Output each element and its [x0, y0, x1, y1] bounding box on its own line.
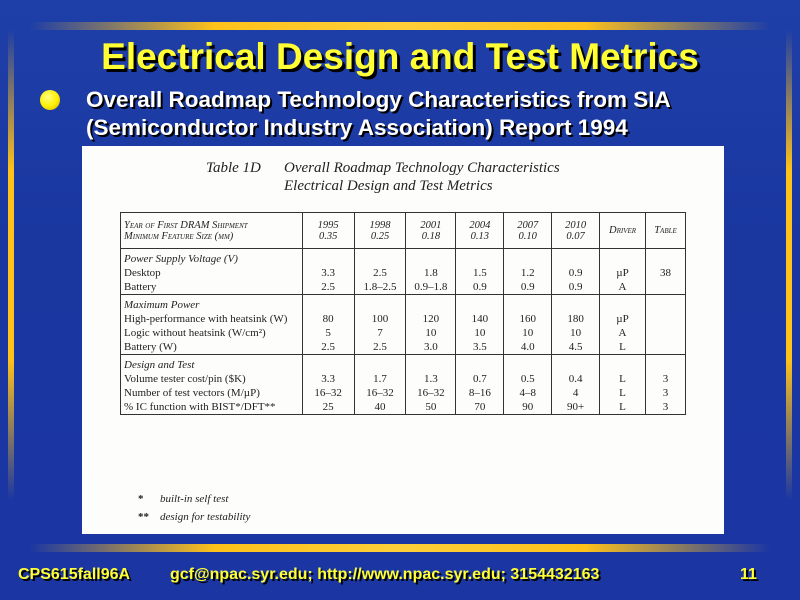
header-feature-size: 0.10	[518, 230, 537, 242]
driver-cell: L	[600, 340, 646, 355]
row-label: High-performance with heatsink (W)	[121, 312, 303, 326]
value-cell: 10	[552, 326, 600, 340]
header-year: 2010	[565, 219, 587, 231]
empty-cell	[354, 249, 406, 267]
value-cell: 90	[504, 400, 552, 415]
row-label: Desktop	[121, 266, 303, 280]
value-cell: 2.5	[354, 266, 406, 280]
value-cell: 90+	[552, 400, 600, 415]
header-year: 2004	[469, 219, 491, 231]
section-title: Power Supply Voltage (V)	[121, 249, 303, 267]
empty-cell	[406, 249, 456, 267]
header-driver: Driver	[600, 213, 646, 249]
value-cell: 8–16	[456, 386, 504, 400]
header-year-cell	[456, 213, 504, 249]
row-label: Battery (W)	[121, 340, 303, 355]
section-title: Maximum Power	[121, 295, 303, 313]
table-ref-cell: 3	[645, 400, 685, 415]
empty-cell	[354, 295, 406, 313]
section-title: Design and Test	[121, 355, 303, 373]
driver-cell: L	[600, 372, 646, 386]
value-cell: 16–32	[302, 386, 354, 400]
table-row	[121, 326, 686, 340]
value-cell: 5	[302, 326, 354, 340]
value-cell: 160	[504, 312, 552, 326]
value-cell: 80	[302, 312, 354, 326]
value-cell: 1.2	[504, 266, 552, 280]
footnote	[138, 508, 250, 526]
footnote-text: design for testability	[160, 511, 251, 523]
header-feature-size: 0.18	[421, 230, 441, 242]
value-cell: 2.5	[302, 280, 354, 295]
header-feature-size: 0.13	[470, 230, 489, 242]
value-cell: 140	[456, 312, 504, 326]
table-row	[121, 280, 686, 295]
table-row	[121, 312, 686, 326]
section-header-row	[121, 355, 686, 373]
driver-cell: L	[600, 400, 646, 415]
table-title-line1: Overall Roadmap Technology Characteristics	[284, 160, 560, 176]
scanned-table-image	[82, 146, 724, 534]
value-cell: 16–32	[406, 386, 456, 400]
section-header-row	[121, 249, 686, 267]
value-cell: 100	[354, 312, 406, 326]
empty-cell	[600, 249, 646, 267]
left-accent-bar	[8, 30, 14, 500]
table-ref-cell	[645, 280, 685, 295]
empty-cell	[302, 355, 354, 373]
value-cell: 0.9	[552, 266, 600, 280]
value-cell: 4–8	[504, 386, 552, 400]
header-feature-size: 0.07	[566, 230, 585, 242]
value-cell: 1.7	[354, 372, 406, 386]
header-year: 2001	[420, 219, 442, 231]
value-cell: 25	[302, 400, 354, 415]
empty-cell	[645, 249, 685, 267]
value-cell: 2.5	[354, 340, 406, 355]
value-cell: 0.9	[552, 280, 600, 295]
right-accent-bar	[786, 30, 792, 500]
bottom-accent-bar	[30, 544, 770, 552]
value-cell: 70	[456, 400, 504, 415]
slide-title: Electrical Design and Test Metrics	[101, 36, 699, 77]
empty-cell	[552, 249, 600, 267]
value-cell: 120	[406, 312, 456, 326]
value-cell: 50	[406, 400, 456, 415]
table-header-row	[121, 213, 686, 249]
header-year-cell	[302, 213, 354, 249]
footer-contact: gcf@npac.syr.edu; http://www.npac.syr.edu; 3154432163	[170, 566, 600, 583]
driver-cell: µP	[600, 266, 646, 280]
value-cell: 16–32	[354, 386, 406, 400]
table-label: Table 1D	[206, 160, 261, 176]
header-feature-size: 0.25	[370, 230, 390, 242]
empty-cell	[406, 355, 456, 373]
table-ref-cell: 3	[645, 372, 685, 386]
value-cell: 0.7	[456, 372, 504, 386]
empty-cell	[302, 249, 354, 267]
header-year: 1998	[369, 219, 391, 231]
bullet-dot-icon	[40, 90, 60, 110]
empty-cell	[406, 295, 456, 313]
footnote-text: built-in self test	[160, 493, 229, 505]
value-cell: 1.5	[456, 266, 504, 280]
driver-cell: A	[600, 280, 646, 295]
value-cell: 180	[552, 312, 600, 326]
header-size-label: Minimum Feature Size (µm)	[124, 230, 234, 242]
empty-cell	[456, 295, 504, 313]
footnote-mark: *	[138, 493, 144, 505]
empty-cell	[645, 355, 685, 373]
empty-cell	[354, 355, 406, 373]
header-year-cell	[406, 213, 456, 249]
footer-page-number: 11	[740, 566, 757, 583]
value-cell: 7	[354, 326, 406, 340]
header-year: 1995	[317, 219, 339, 231]
header-year: 2007	[517, 219, 539, 231]
empty-cell	[552, 295, 600, 313]
header-feature-size: 0.35	[318, 230, 338, 242]
footnote-mark: **	[138, 511, 149, 523]
row-label: % IC function with BIST*/DFT**	[121, 400, 303, 415]
table-ref-cell	[645, 326, 685, 340]
value-cell: 3.0	[406, 340, 456, 355]
value-cell: 0.9	[504, 280, 552, 295]
row-label: Battery	[121, 280, 303, 295]
table-row	[121, 340, 686, 355]
value-cell: 0.9	[456, 280, 504, 295]
value-cell: 10	[504, 326, 552, 340]
header-year-cell	[504, 213, 552, 249]
row-label: Number of test vectors (M/µP)	[121, 386, 303, 400]
bullet-text: Overall Roadmap Technology Characteristics from SIA (Semiconductor Industry Association) Report 1994	[86, 87, 670, 140]
empty-cell	[302, 295, 354, 313]
empty-cell	[600, 355, 646, 373]
row-label: Logic without heatsink (W/cm²)	[121, 326, 303, 340]
table-row	[121, 386, 686, 400]
driver-cell: µP	[600, 312, 646, 326]
value-cell: 3.3	[302, 266, 354, 280]
section-header-row	[121, 295, 686, 313]
value-cell: 10	[456, 326, 504, 340]
table-row	[121, 266, 686, 280]
empty-cell	[456, 249, 504, 267]
top-accent-bar	[30, 22, 770, 30]
empty-cell	[552, 355, 600, 373]
value-cell: 0.4	[552, 372, 600, 386]
driver-cell: A	[600, 326, 646, 340]
value-cell: 10	[406, 326, 456, 340]
empty-cell	[504, 295, 552, 313]
header-label-cell	[121, 213, 303, 249]
value-cell: 1.8–2.5	[354, 280, 406, 295]
header-year-cell	[552, 213, 600, 249]
table-ref-cell: 38	[645, 266, 685, 280]
table-row	[121, 372, 686, 386]
table-ref-cell	[645, 340, 685, 355]
header-year-cell	[354, 213, 406, 249]
header-year-label: Year of First DRAM Shipment	[124, 219, 248, 231]
table-ref-cell	[645, 312, 685, 326]
driver-cell: L	[600, 386, 646, 400]
row-label: Volume tester cost/pin ($K)	[121, 372, 303, 386]
empty-cell	[456, 355, 504, 373]
value-cell: 1.8	[406, 266, 456, 280]
table-row	[121, 400, 686, 415]
value-cell: 3.3	[302, 372, 354, 386]
value-cell: 1.3	[406, 372, 456, 386]
footnote	[138, 490, 250, 508]
table-ref-cell: 3	[645, 386, 685, 400]
value-cell: 0.5	[504, 372, 552, 386]
empty-cell	[600, 295, 646, 313]
value-cell: 2.5	[302, 340, 354, 355]
empty-cell	[645, 295, 685, 313]
empty-cell	[504, 249, 552, 267]
value-cell: 0.9–1.8	[406, 280, 456, 295]
value-cell: 4.5	[552, 340, 600, 355]
header-table: Table	[645, 213, 685, 249]
footer-course-id: CPS615fall96A	[18, 566, 131, 583]
table-footnotes	[138, 490, 250, 526]
value-cell: 40	[354, 400, 406, 415]
value-cell: 4	[552, 386, 600, 400]
value-cell: 3.5	[456, 340, 504, 355]
empty-cell	[504, 355, 552, 373]
table-title-line2: Electrical Design and Test Metrics	[284, 178, 493, 194]
metrics-table	[120, 212, 686, 415]
value-cell: 4.0	[504, 340, 552, 355]
